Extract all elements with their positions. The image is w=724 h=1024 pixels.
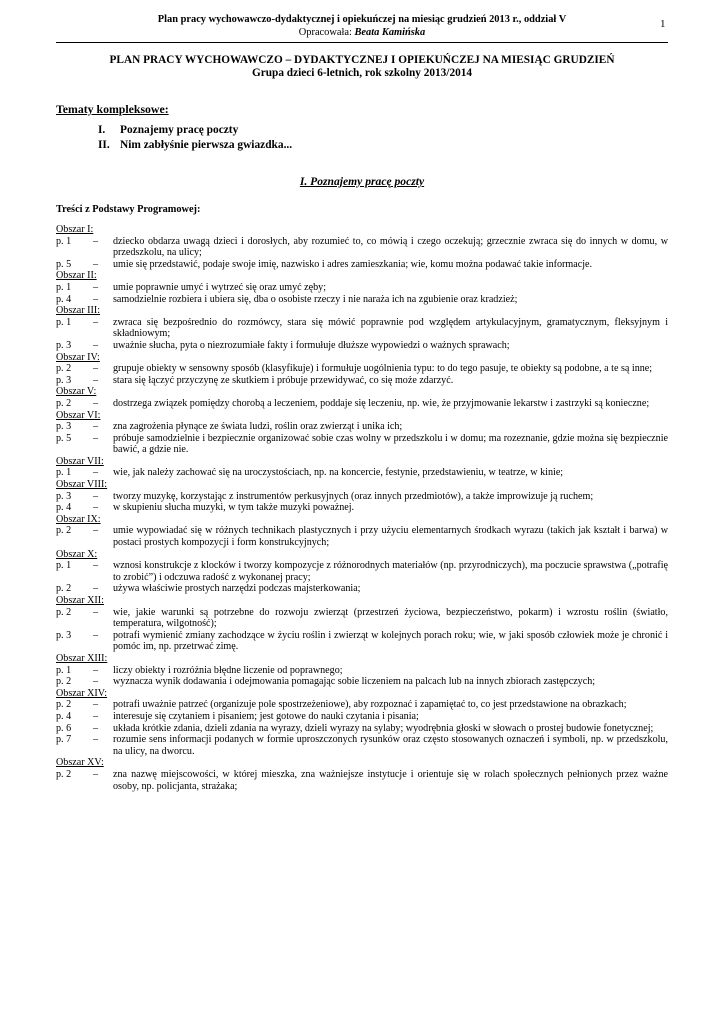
item-text: w skupieniu słucha muzyki, w tym także muzyki poważnej. [113, 502, 355, 514]
curriculum-item [56, 236, 668, 259]
curriculum-item [56, 711, 668, 723]
point-number: p. 1 [56, 235, 72, 247]
curriculum-item [56, 525, 668, 548]
area-heading: Obszar IV: [56, 351, 100, 363]
dash-separator: – [93, 432, 99, 444]
dash-separator: – [93, 339, 99, 351]
topics-heading: Tematy kompleksowe: [56, 102, 169, 116]
point-number: p. 5 [56, 258, 72, 270]
item-text: próbuje samodzielnie i bezpiecznie organizować sobie czas wolny w przedszkolu i w domu; ma rozeznanie, gdzie można się bezpiecznie bawić, a gdzie nie. [113, 432, 668, 456]
item-text: dziecko obdarza uwagą dzieci i dorosłych, aby rozumieć to, co mówią i czego oczekują; grzecznie zwraca się do innych w domu, w przedszkolu, na ulicy; [113, 235, 668, 259]
area-heading: Obszar XIV: [56, 687, 108, 699]
point-number: p. 3 [56, 490, 72, 502]
dash-separator: – [93, 699, 99, 711]
point-number: p. 4 [56, 293, 72, 305]
curriculum-item [56, 433, 668, 456]
curriculum-item [56, 398, 668, 410]
area-heading: Obszar III: [56, 305, 100, 317]
area-heading: Obszar VI: [56, 409, 101, 421]
curriculum-item [56, 502, 668, 514]
dash-separator: – [93, 421, 99, 433]
area-heading: Obszar VII: [56, 455, 104, 467]
item-text: umie poprawnie umyć i wytrzeć się oraz umyć zęby; [113, 281, 327, 293]
page-number: 1 [660, 18, 666, 30]
dash-separator: – [93, 363, 99, 375]
curriculum-item [56, 630, 668, 653]
item-text: używa właściwie prostych narzędzi podczas majsterkowania; [113, 583, 361, 595]
curriculum-item [56, 375, 668, 387]
point-number: p. 3 [56, 374, 72, 386]
curriculum-item [56, 723, 668, 735]
item-text: zwraca się bezpośrednio do rozmówcy, stara się mówić poprawnie pod względem artykulacyjnym, gramatycznym, fleksyjnym i składniowym; [113, 316, 668, 340]
area-heading: Obszar V: [56, 386, 97, 398]
point-number: p. 4 [56, 502, 72, 514]
point-number: p. 7 [56, 734, 72, 746]
document-title-line2: Grupa dzieci 6-letnich, rok szkolny 2013/2014 [251, 67, 473, 79]
item-text: uważnie słucha, pyta o niezrozumiałe fakty i formułuje dłuższe wypowiedzi o ważnych sprawach; [113, 339, 510, 351]
point-number: p. 1 [56, 664, 72, 676]
area-heading: Obszar XV: [56, 757, 104, 769]
document-title-line1: PLAN PRACY WYCHOWAWCZO – DYDAKTYCZNEJ I OPIEKUŃCZEJ NA MIESIĄC GRUDZIEŃ [109, 54, 615, 66]
item-text: grupuje obiekty w sensowny sposób (klasyfikuje) i formułuje uogólnienia typu: to do tego pasuje, te obiekty są podobne, a te są inne; [113, 363, 653, 375]
curriculum-item [56, 699, 668, 711]
dash-separator: – [93, 560, 99, 572]
curriculum-item [56, 340, 668, 352]
dash-separator: – [93, 583, 99, 595]
curriculum-item [56, 769, 668, 792]
dash-separator: – [93, 293, 99, 305]
topic-item [98, 124, 238, 136]
dash-separator: – [93, 768, 99, 780]
item-text: zna zagrożenia płynące ze świata ludzi, roślin oraz zwierząt i unika ich; [113, 421, 403, 433]
point-number: p. 6 [56, 722, 72, 734]
dash-separator: – [93, 490, 99, 502]
curriculum-item [56, 363, 668, 375]
topic-number: II. [98, 139, 110, 151]
curriculum-item [56, 607, 668, 630]
point-number: p. 4 [56, 710, 72, 722]
item-text: interesuje się czytaniem i pisaniem; jest gotowe do nauki czytania i pisania; [113, 710, 419, 722]
item-text: stara się łączyć przyczynę ze skutkiem i próbuje przewidywać, co się może zdarzyć. [113, 374, 454, 386]
header-author-prefix: Opracowała: [298, 26, 355, 38]
document-title [56, 54, 668, 80]
dash-separator: – [93, 525, 99, 537]
header-author-line [56, 27, 668, 40]
item-text: liczy obiekty i rozróżnia błędne liczenie od poprawnego; [113, 664, 343, 676]
header-author: Beata Kamińska [354, 26, 426, 38]
dash-separator: – [93, 374, 99, 386]
point-number: p. 2 [56, 397, 72, 409]
curriculum-item [56, 317, 668, 340]
area-heading: Obszar VIII: [56, 479, 108, 491]
point-number: p. 2 [56, 363, 72, 375]
dash-separator: – [93, 606, 99, 618]
item-text: rozumie sens informacji podanych w formie uproszczonych rysunków oraz często stosowanych oznaczeń i symboli, np. w przedszkolu, na ulicy, na dworcu. [113, 734, 668, 757]
curriculum-item [56, 665, 668, 677]
point-number: p. 3 [56, 421, 72, 433]
area-heading: Obszar IX: [56, 513, 101, 525]
point-number: p. 1 [56, 281, 72, 293]
item-text: wyznacza wynik dodawania i odejmowania pomagając sobie liczeniem na palcach lub na innych zbiorach zastępczych; [113, 676, 596, 688]
curriculum-item [56, 560, 668, 583]
topic-text: Poznajemy pracę poczty [120, 124, 239, 136]
curriculum-item [56, 467, 668, 479]
point-number: p. 5 [56, 432, 72, 444]
curriculum-list [56, 224, 668, 792]
point-number: p. 2 [56, 768, 72, 780]
point-number: p. 2 [56, 525, 72, 537]
curriculum-item [56, 259, 668, 271]
point-number: p. 2 [56, 676, 72, 688]
point-number: p. 2 [56, 583, 72, 595]
dash-separator: – [93, 722, 99, 734]
dash-separator: – [93, 676, 99, 688]
section-title: I. Poznajemy pracę poczty [299, 175, 425, 188]
point-number: p. 3 [56, 629, 72, 641]
dash-separator: – [93, 629, 99, 641]
item-text: układa krótkie zdania, dzieli zdania na wyrazy, dzieli wyrazy na sylaby; wyodrębnia głoski w słowach o prostej budowie fonetycznej; [113, 722, 654, 734]
item-text: tworzy muzykę, korzystając z instrumentów perkusyjnych (oraz innych przedmiotów), a także improwizuje ją ruchem; [113, 490, 594, 502]
header-title: Plan pracy wychowawczo-dydaktycznej i opiekuńczej na miesiąc grudzień 2013 r., oddział V [157, 14, 567, 25]
point-number: p. 3 [56, 339, 72, 351]
dash-separator: – [93, 316, 99, 328]
dash-separator: – [93, 281, 99, 293]
item-text: potrafi uważnie patrzeć (organizuje pole spostrzeżeniowe), aby rozpoznać i zapamiętać to, co jest przedstawione na obrazkach; [113, 699, 627, 711]
dash-separator: – [93, 235, 99, 247]
curriculum-item [56, 294, 668, 306]
running-header [56, 14, 668, 39]
header-divider [56, 42, 668, 43]
dash-separator: – [93, 258, 99, 270]
point-number: p. 1 [56, 467, 72, 479]
point-number: p. 2 [56, 699, 72, 711]
dash-separator: – [93, 502, 99, 514]
dash-separator: – [93, 397, 99, 409]
topic-item [98, 139, 292, 151]
item-text: wie, jak należy zachować się na uroczystościach, np. na koncercie, festynie, przedstawieniu, w teatrze, w kinie; [113, 467, 564, 479]
curriculum-item [56, 282, 668, 294]
dash-separator: – [93, 467, 99, 479]
curriculum-heading: Treści z Podstawy Programowej: [56, 204, 201, 215]
point-number: p. 1 [56, 316, 72, 328]
area-heading: Obszar XII: [56, 595, 104, 606]
item-text: wie, jakie warunki są potrzebne do rozwoju zwierząt (przestrzeń życiowa, bezpieczeństwo, pokarm) i wzrostu roślin (światło, temperatura, wilgotność); [113, 606, 668, 630]
curriculum-item [56, 676, 668, 688]
curriculum-item [56, 583, 668, 595]
dash-separator: – [93, 734, 99, 746]
area-heading: Obszar II: [56, 270, 97, 282]
topic-number: I. [98, 124, 106, 136]
item-text: dostrzega związek pomiędzy chorobą a leczeniem, poddaje się leczeniu, np. wie, że przyjmowanie lekarstw i zastrzyki są konieczne; [113, 397, 650, 409]
item-text: samodzielnie rozbiera i ubiera się, dba o osobiste rzeczy i nie naraża ich na zgubienie oraz kradzież; [113, 293, 518, 305]
dash-separator: – [93, 664, 99, 676]
area-heading: Obszar X: [56, 548, 98, 560]
item-text: umie wypowiadać się w różnych technikach plastycznych i przy użyciu elementarnych środkach wyrazu (takich jak kształt i barwa) w postaci prostych kompozycji i form konstrukcyjnych; [113, 525, 668, 549]
item-text: zna nazwę miejscowości, w której mieszka, zna ważniejsze instytucje i orientuje się w rolach społecznych pełnionych przez ważne osoby, np. policjanta, strażaka; [113, 768, 668, 792]
item-text: wznosi konstrukcje z klocków i tworzy kompozycje z różnorodnych materiałów (np. przyrodniczych), ma poczucie sprawstwa („potrafię to zrobić”) i odczuwa radość z wykonanej pracy; [113, 560, 668, 583]
area-heading: Obszar XIII: [56, 652, 108, 664]
curriculum-item [56, 491, 668, 503]
topic-text: Nim zabłyśnie pierwsza gwiazdka... [120, 139, 293, 151]
dash-separator: – [93, 710, 99, 722]
curriculum-item [56, 734, 668, 757]
item-text: umie się przedstawić, podaje swoje imię, nazwisko i adres zamieszkania; wie, komu można podawać takie informacje. [113, 258, 592, 270]
point-number: p. 2 [56, 606, 72, 618]
area-heading: Obszar I: [56, 224, 94, 235]
curriculum-item [56, 421, 668, 433]
item-text: potrafi wymienić zmiany zachodzące w życiu roślin i zwierząt w kolejnych porach roku; wie, w jaki sposób człowiek może je chronić i pomóc im, np. przetrwać zimę. [113, 629, 668, 653]
point-number: p. 1 [56, 560, 72, 572]
